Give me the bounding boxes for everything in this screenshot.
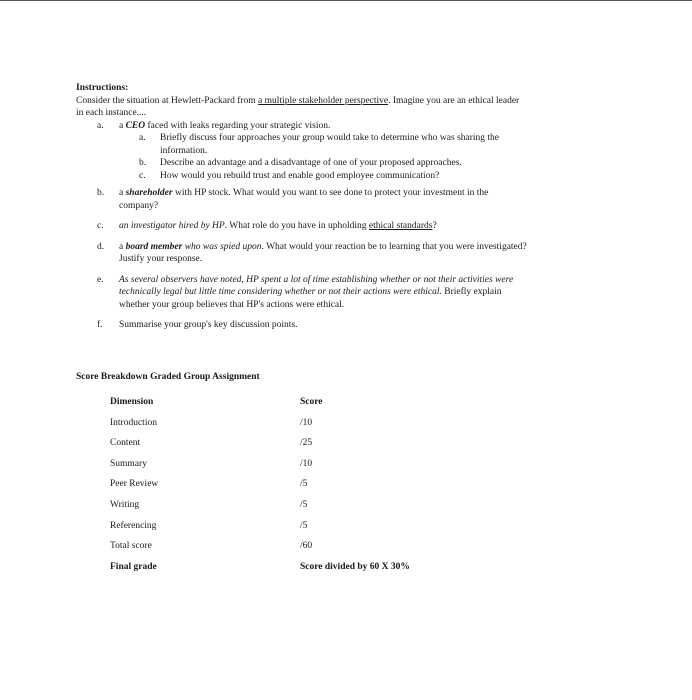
item-e-line3: whether your group believes that HP's actions were ethical. xyxy=(119,299,345,310)
list-item-b xyxy=(97,187,636,212)
item-marker: a. xyxy=(97,120,104,131)
role-ceo: CEO xyxy=(125,120,146,131)
item-marker: b. xyxy=(97,188,105,198)
table-row xyxy=(110,499,510,520)
list-item-e xyxy=(97,274,636,312)
dimension-cell: Introduction xyxy=(110,417,157,428)
score-cell: /10 xyxy=(300,458,313,469)
subitem-b xyxy=(139,157,636,170)
table-row xyxy=(110,417,510,438)
instructions-heading: Instructions: xyxy=(76,83,129,93)
table-row xyxy=(110,437,510,458)
item-marker: e. xyxy=(97,274,104,285)
score-cell: /5 xyxy=(300,499,308,510)
final-grade-row xyxy=(110,561,510,582)
final-grade-label: Final grade xyxy=(110,561,157,572)
list-item-c xyxy=(97,220,636,233)
item-marker: d. xyxy=(97,241,105,252)
intro-line2: in each instance.... xyxy=(76,108,147,118)
score-breakdown-title: Score Breakdown Graded Group Assignment xyxy=(76,372,260,382)
score-cell: /60 xyxy=(300,541,313,552)
item-marker: f. xyxy=(97,320,103,330)
item-d-lead: a xyxy=(119,241,126,252)
table-header xyxy=(110,396,510,417)
subitem-a xyxy=(139,132,636,157)
item-b-line2: company? xyxy=(119,200,159,211)
item-c-tail: ? xyxy=(432,221,437,231)
item-e-italic1: As several observers have noted, HP spent a lot of time establishing whether or not their activities were xyxy=(119,274,514,285)
header-dimension: Dimension xyxy=(110,397,154,407)
header-score: Score xyxy=(300,397,323,407)
subitem-c-line1: How would you rebuild trust and enable good employee communication? xyxy=(160,170,440,181)
intro-tail: . Imagine you are an ethical leader xyxy=(388,95,520,106)
subitem-c xyxy=(139,170,636,183)
item-a-lead: a xyxy=(119,120,126,131)
instructions-section xyxy=(76,82,636,332)
role-shareholder: shareholder xyxy=(125,188,173,198)
item-marker: c. xyxy=(97,221,104,231)
dimension-cell: Content xyxy=(110,438,141,449)
table-row xyxy=(110,520,510,541)
list-item-d xyxy=(97,241,636,266)
subitem-a-line1: Briefly discuss four approaches your group would take to determine who was sharing the xyxy=(160,133,500,143)
dimension-cell: Total score xyxy=(110,541,152,552)
item-b-lead: a xyxy=(119,188,126,198)
subitem-a-line2: information. xyxy=(160,145,208,156)
item-d-line2: Justify your response. xyxy=(119,254,203,264)
score-cell: /5 xyxy=(300,479,308,490)
item-c-text: . What role do you have in upholding xyxy=(224,221,369,231)
subitem-marker: a. xyxy=(139,133,146,143)
list-item-a xyxy=(97,120,636,133)
item-b-text: with HP stock. What would you want to see done to protect your investment in the xyxy=(172,188,489,198)
subitem-b-line1: Describe an advantage and a disadvantage of one of your proposed approaches. xyxy=(160,158,462,168)
dimension-cell: Peer Review xyxy=(110,479,159,490)
dimension-cell: Referencing xyxy=(110,520,157,531)
score-cell: /25 xyxy=(300,438,313,449)
score-cell: /10 xyxy=(300,417,313,428)
role-investigator: an investigator hired by HP xyxy=(119,221,225,231)
item-a-text: faced with leaks regarding your strategic vision. xyxy=(145,120,331,131)
item-e-italic2: technically legal but little time considering whether or not their actions were ethical. xyxy=(119,287,442,297)
score-cell: /5 xyxy=(300,520,308,531)
ethical-standards-link[interactable]: ethical standards xyxy=(368,221,433,231)
subitem-marker: c. xyxy=(139,170,146,181)
intro-lead: Consider the situation at Hewlett-Packard from xyxy=(76,95,259,106)
intro-paragraph xyxy=(76,95,636,120)
item-e-text2: Briefly explain xyxy=(441,287,502,297)
table-row xyxy=(110,458,510,479)
list-item-f xyxy=(97,319,636,332)
role-board-member: board member xyxy=(125,241,183,252)
item-d-text: . What would your reaction be to learning that you were investigated? xyxy=(261,241,527,252)
table-row xyxy=(110,478,510,499)
top-border-line xyxy=(0,0,692,1)
dimension-cell: Writing xyxy=(110,499,140,510)
subitem-marker: b. xyxy=(139,158,147,168)
stakeholder-link[interactable]: a multiple stakeholder perspective xyxy=(258,95,389,106)
final-grade-formula: Score divided by 60 X 30% xyxy=(300,561,410,572)
item-f-text: Summarise your group's key discussion points. xyxy=(119,320,298,330)
dimension-cell: Summary xyxy=(110,458,147,469)
table-row xyxy=(110,540,510,561)
score-table xyxy=(110,396,510,581)
item-d-italic: who was spied upon xyxy=(182,241,262,252)
